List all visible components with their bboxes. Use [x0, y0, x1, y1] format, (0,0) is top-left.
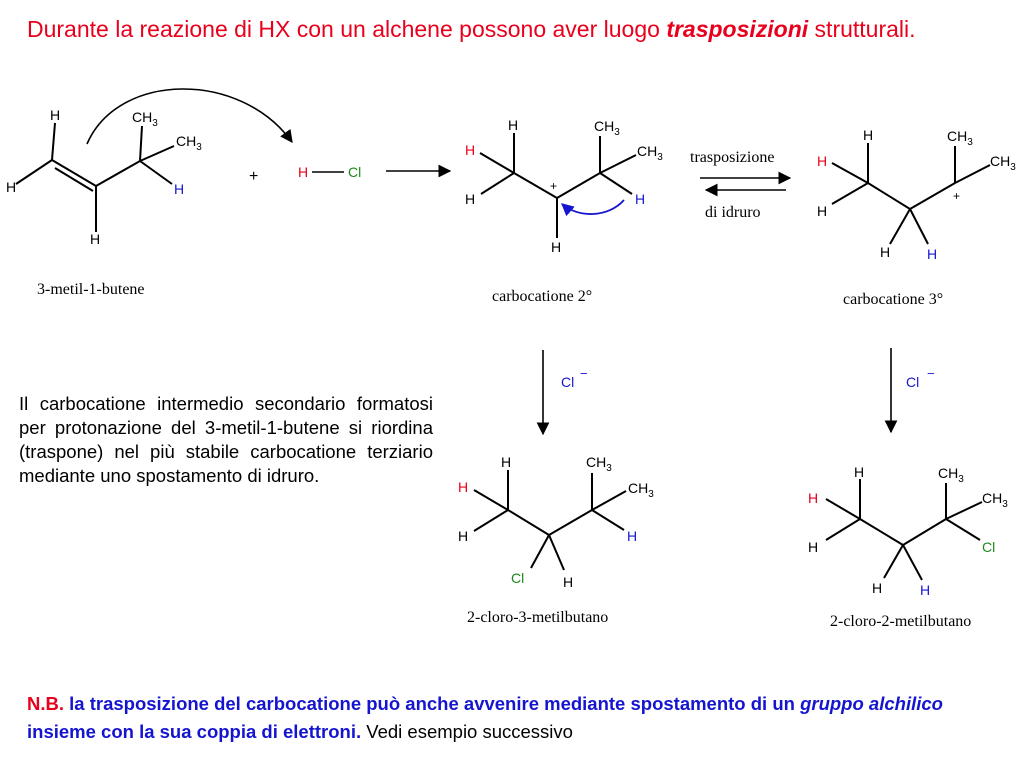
atom-h-migrated: H	[920, 582, 931, 598]
carbocation-3-name: carbocatione 3°	[843, 291, 944, 308]
title-text-after: strutturali.	[808, 16, 916, 42]
methyl-ch3: $CH_3$	[628, 480, 654, 500]
footnote	[27, 690, 1007, 746]
atom-h: H	[50, 107, 61, 123]
atom-h: H	[90, 231, 101, 247]
methyl-ch3: $CH_3$	[132, 109, 158, 129]
methyl-ch3: $CH_3$	[947, 128, 973, 148]
hydride-shift-arrow	[562, 200, 624, 214]
negative-charge: −	[927, 366, 935, 381]
negative-charge: −	[580, 366, 588, 381]
atom-cl: Cl	[982, 539, 996, 555]
product-1-name: 2-cloro-3-metilbutano	[467, 609, 609, 626]
nb-label: N.B.	[27, 693, 64, 714]
reagent-alkene	[16, 123, 174, 232]
chloride-attack-right	[891, 348, 935, 432]
methyl-ch3: $CH_3$	[176, 133, 202, 153]
methyl-ch3: $CH_3$	[938, 465, 964, 485]
atom-h: H	[872, 580, 883, 596]
explanation-paragraph: Il carbocatione intermedio secondario formatosi per protonazione del 3-metil-1-butene si riordina (traspone) nel più stabile carbocatione terziario mediante uno spostamento di idruro.	[19, 393, 433, 486]
atom-h: H	[880, 244, 891, 260]
atom-h: H	[6, 179, 17, 195]
methyl-ch3: $CH_3$	[990, 153, 1016, 173]
title-text-before: Durante la reazione di HX con un alchene possono aver luogo	[27, 16, 667, 42]
title-emphasis: trasposizioni	[666, 16, 809, 42]
plus-sign: +	[249, 168, 259, 185]
atom-h: H	[551, 239, 562, 255]
atom-h-proton: H	[465, 142, 476, 158]
hcl	[298, 164, 361, 180]
atom-h: H	[465, 191, 476, 207]
hydride-label: di idruro	[705, 204, 761, 221]
methyl-ch3: $CH_3$	[586, 454, 612, 474]
note-bold-2: insieme con la sua coppia di elettroni.	[27, 721, 362, 742]
product-1-bonds	[474, 470, 626, 570]
atom-h: H	[854, 464, 865, 480]
reagent-labels	[6, 107, 202, 247]
atom-h-proton: H	[458, 479, 469, 495]
reagent-name: 3-metil-1-butene	[37, 281, 145, 298]
atom-h-proton: H	[817, 153, 828, 169]
atom-h: H	[563, 574, 574, 590]
atom-h: H	[458, 528, 469, 544]
product-2-name: 2-cloro-2-metilbutano	[830, 613, 972, 630]
product-2-labels	[808, 464, 1008, 598]
atom-h: H	[863, 127, 874, 143]
atom-h-migrating: H	[627, 528, 638, 544]
carbocation-2-name: carbocatione 2°	[492, 288, 593, 305]
positive-charge: +	[953, 189, 961, 203]
chloride-ion: Cl	[906, 374, 920, 390]
atom-cl: Cl	[348, 164, 362, 180]
atom-h-migrating: H	[174, 181, 185, 197]
methyl-ch3: $CH_3$	[594, 118, 620, 138]
note-bold-1: la trasposizione del carbocatione può anche avvenire mediante spostamento di un	[64, 693, 801, 714]
atom-cl: Cl	[511, 570, 525, 586]
product-2-bonds	[826, 479, 982, 580]
note-plain: Vedi esempio successivo	[361, 721, 573, 742]
carbocation-3-bonds	[832, 143, 990, 244]
atom-h: H	[501, 454, 512, 470]
rearrangement-label: trasposizione	[690, 149, 775, 166]
atom-h-proton: H	[808, 490, 819, 506]
atom-h: H	[817, 203, 828, 219]
atom-h-migrated: H	[927, 246, 938, 262]
equilibrium-arrows	[690, 149, 790, 221]
positive-charge: +	[550, 179, 558, 193]
chloride-ion: Cl	[561, 374, 575, 390]
atom-h-proton: H	[298, 164, 309, 180]
methyl-ch3: $CH_3$	[982, 490, 1008, 510]
atom-h-migrating: H	[635, 191, 646, 207]
atom-h: H	[508, 117, 519, 133]
atom-h: H	[808, 539, 819, 555]
chloride-attack-left	[543, 350, 588, 434]
carbocation-2-bonds	[480, 133, 636, 238]
methyl-ch3: $CH_3$	[637, 143, 663, 163]
note-bold-italic: gruppo alchilico	[800, 693, 943, 714]
